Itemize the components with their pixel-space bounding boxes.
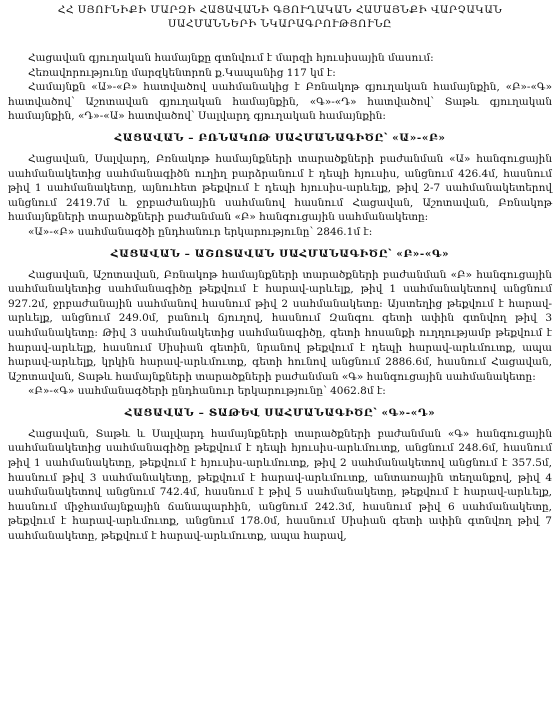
section-body-c-d: Հացավան, Տաթև և Սալվարդ համայնքների տարածքների բաժանման «Գ» հանգուցային սահմանակետից սահմանագիծը թեքվում է դեպի հյուսիս-արևմուտք, անցնում 248.6մ, հասնում թիվ 1 սահմանակետը, թեքվում է հյուսիս-արևմուտք, թիվ 2 սահմանակետով անցնում է 357.5մ, հասնում թիվ 3 սահմանակետը, թեքվում է հարավ-արևմուտք, անտառային տեղանքով, թիվ 4 սահմանակետով անցնում 742.4մ, հասնում է թիվ 5 սահմանակետը, թեքվում է հարավ-արևելք, հասնում միջհամայնքային ճանապարհին, անցնում 242.3մ, հասնում թիվ 6 սահմանակետը, թեքվում է հարավ-արևմուտք, անցնում 178.0մ, հասնում Սիսիան գետի ափին գտնվող թիվ 7 սահմանակետը, թեքվում է հարավ-արևմուտք, ապա հարավ, bbox=[8, 427, 552, 543]
section-body-b-c: Հացավան, Աշոտավան, Բռնակոթ համայնքների տարածքների բաժանման «Բ» հանգուցային սահմանակետից սահմանագիծը թեքվում է հարավ-արևելք, թիվ 1 սահմանակետով անցնում 927.2մ, ջրբաժանային սահմանով հասնում թիվ 2 սահմանակետը: Այստեղից թեքվում է հարավ-արևելք, անցնում 249.0մ, բանուկ ճյուղով, հասնում Զանգու գետի ափին գտնվող թիվ 3 սահմանակետը: Թիվ 3 սահմանակետից սահմանագիծը, գետի հոսանքի ուղղությամբ թեքվում է հարավ-արևելք, հասնում Սիսիան գետին, նրանով թեքվում է դեպի հարավ-արևմուտք, ապա հարավ-արևելք, կրկին հարավ-արևմուտք, գետի հունով անցնում 2886.6մ, հասնում Հացավան, Աշոտավան, Տաթև համայնքների տարածքների բաժանման «Գ» հանգուցային սահմանակետը: bbox=[8, 268, 552, 383]
intro-distance: Հեռավորությունը մարզկենտրոն ք.Կապանից 117 կմ է: bbox=[28, 66, 336, 79]
document-title bbox=[8, 3, 552, 31]
title-line-2: ՍԱՀՄԱՆՆԵՐԻ ՆԿԱՐԱԳՐՈՒԹՅՈՒՆԸ bbox=[168, 18, 392, 30]
section-length-b-c: «Բ»-«Գ» սահմանագծերի ընդհանուր երկարությունը՝ 4062.8մ է: bbox=[28, 385, 386, 398]
section-heading-a-b: ՀԱՑԱՎԱՆ – ԲՌՆԱԿՈԹ ՍԱՀՄԱՆԱԳԻԾԸ՝ «Ա»-«Բ» bbox=[114, 131, 446, 144]
section-length-a-b: «Ա»-«Բ» սահմանագծի ընդհանուր երկարությունը՝ 2846.1մ է: bbox=[28, 225, 373, 238]
document-page bbox=[0, 3, 558, 723]
title-line-1: ՀՀ ՍՅՈՒՆԻՔԻ ՄԱՐԶԻ ՀԱՑԱՎԱՆԻ ԳՅՈՒՂԱԿԱՆ ՀԱՄԱՅՆՔԻ ՎԱՐՉԱԿԱՆ bbox=[57, 4, 503, 16]
section-heading-b-c: ՀԱՑԱՎԱՆ – ԱՇՈՏԱՎԱՆ ՍԱՀՄԱՆԱԳԻԾԸ՝ «Բ»-«Գ» bbox=[110, 247, 450, 260]
intro-location: Հացավան գյուղական համայնքը գտնվում է մարզի հյուսիսային մասում: bbox=[28, 52, 434, 64]
section-heading-c-d: ՀԱՑԱՎԱՆ – ՏԱԹԵՎ ՍԱՀՄԱՆԱԳԻԾԸ՝ «Գ»-«Դ» bbox=[124, 406, 436, 419]
section-body-a-b: Հացավան, Սալվարդ, Բռնակոթ համայնքների տարածքների բաժանման «Ա» հանգուցային սահմանակետից սահմանագիծն ուղիղ բարձրանում է դեպի հյուսիս, անցնում 426.4մ, հասնում թիվ 1 սահմանակետը, այնուհետ թեքվում է դեպի հյուսիս-արևելք, թիվ 2-7 սահմանակետերով անցնում 2419.7մ և ջրբաժանային սահմանով հասնում Հացավան, Աշոտավան, Բռնակոթ համայնքների տարածքների բաժանման «Բ» հանգուցային սահմանակետը: bbox=[8, 152, 552, 224]
intro-neighbors: Համայնքն «Ա»-«Բ» հատվածով սահմանակից է Բռնակոթ գյուղական համայնքին, «Բ»-«Գ» հատվածով՝ Աշոտավան գյուղական համայնքին, «Գ»-«Դ» հատվածով՝ Տաթև գյուղական համայնքին, «Դ»-«Ա» հատվածով՝ Սալվարդ գյուղական համայնքին: bbox=[8, 81, 552, 123]
